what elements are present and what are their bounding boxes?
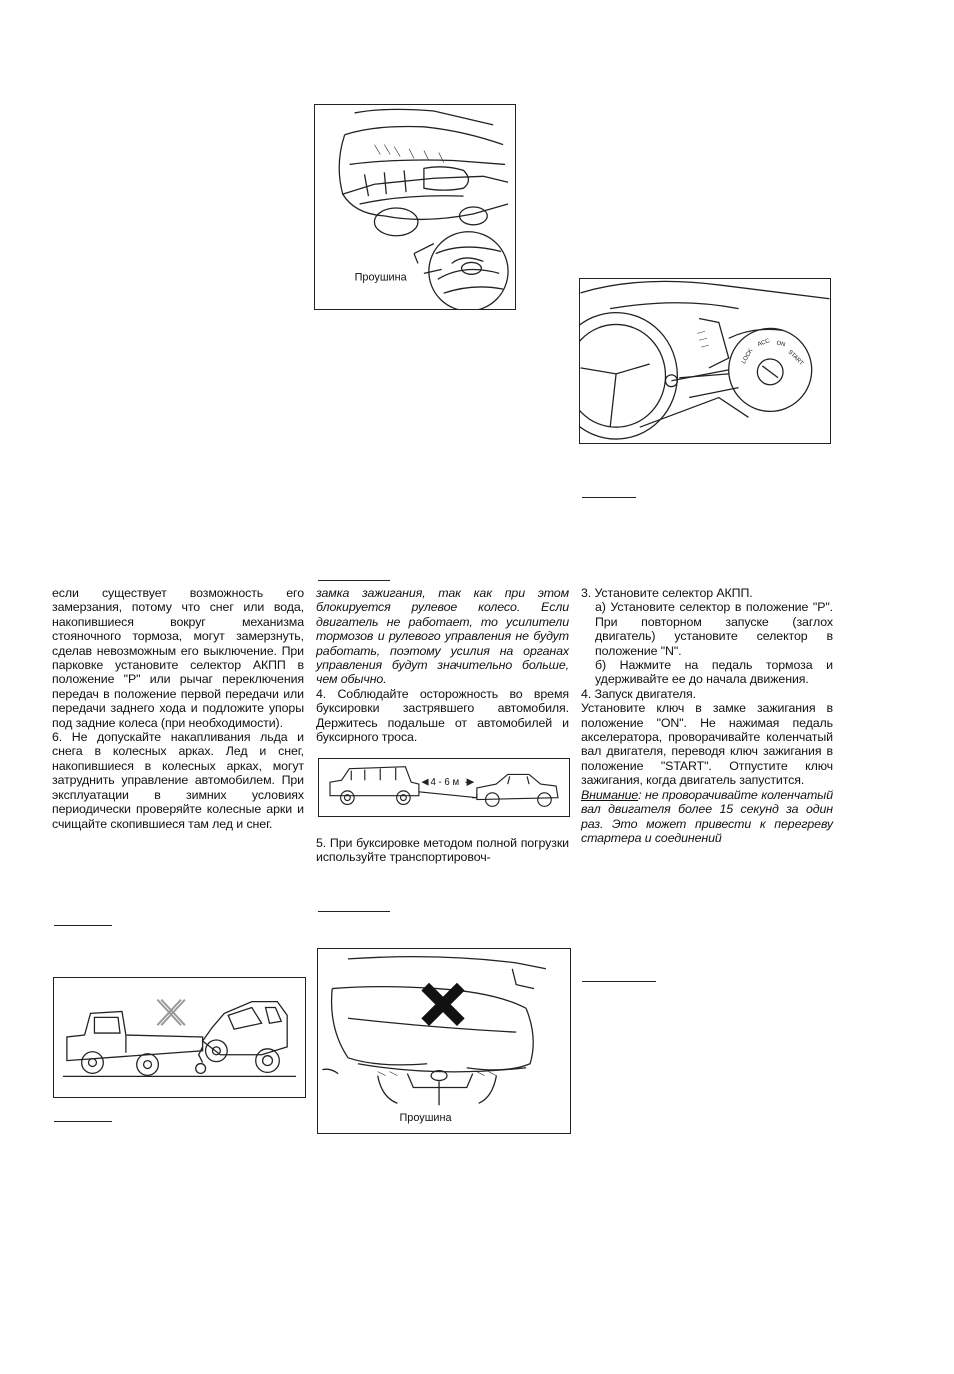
col3-warning xyxy=(581,788,833,846)
warning-text: : не проворачивайте коленчатый вал двигателя более 15 секунд за один раз. Это может привести к перегреву стартера и соединений xyxy=(581,787,833,845)
col3-paragraph-5: Установите ключ в замке зажигания в положение "ON". Не нажимая педаль акселератора, проворачивайте коленчатый вал двигателя, переводя ключ зажигания в положение "START". Отпустите ключ зажигания, когда двигатель запустится. xyxy=(581,701,833,788)
col2-paragraph-3: 5. При буксировке методом полной погрузки используйте транспортировоч- xyxy=(316,836,569,865)
col3-paragraph-3: б) Нажмите на педаль тормоза и удерживайте ее до начала движения. xyxy=(595,658,833,687)
figure-underbody-tow-eye xyxy=(314,104,516,310)
dashboard-illustration xyxy=(580,279,830,443)
key-label-on: ON xyxy=(775,340,786,349)
separator-line xyxy=(582,497,636,498)
separator-line xyxy=(582,981,656,982)
separator-line xyxy=(318,580,390,581)
text-column-2-bottom xyxy=(316,836,569,865)
separator-line xyxy=(54,1121,112,1122)
col2-paragraph-1: замка зажигания, так как при этом блокируется рулевое колесо. Если двигатель не работает, то усилители тормозов и рулевого управления не будут работать, поэтому усилия на органах управления будут значительно больше, чем обычно. xyxy=(316,586,569,687)
col3-paragraph-4: 4. Запуск двигателя. xyxy=(581,686,696,701)
key-label-start: START xyxy=(786,349,805,367)
col3-paragraph-2: а) Установите селектор в положение "P". При повторном запуске (заглох двигатель) установите селектор в положение "N". xyxy=(595,600,833,658)
underbody-label: Проушина xyxy=(354,271,407,284)
warning-label: Внимание xyxy=(581,787,639,802)
col1-paragraph-2: 6. Не допускайте накапливания льда и снега в колесных арках. Лед и снег, накопившиеся в колесных арках, могут затруднить управление автомобилем. При эксплуатации в зимних условиях периодически проверяйте колесные арки и счищайте скопившиеся там лед и снег. xyxy=(52,730,304,831)
separator-line xyxy=(318,911,390,912)
separator-line xyxy=(54,925,112,926)
col3-paragraph-1: 3. Установите селектор АКПП. xyxy=(581,586,753,600)
prohibited-cross-icon xyxy=(425,987,461,1023)
figure-towing-distance xyxy=(318,758,570,817)
key-label-acc: ACC xyxy=(756,338,771,349)
bumper-illustration xyxy=(318,949,570,1133)
col2-paragraph-2: 4. Соблюдайте осторожность во время буксировки застрявшего автомобиля. Держитесь подальше от автомобилей и буксирного троса. xyxy=(316,686,569,745)
figure-bumper-tow-eye xyxy=(317,948,571,1134)
key-label-lock: LOCK xyxy=(741,348,755,365)
text-column-2 xyxy=(316,586,569,744)
towing-illustration xyxy=(319,759,569,816)
tow-distance-label: 4 - 6 м xyxy=(430,777,460,789)
bumper-label: Проушина xyxy=(399,1112,452,1125)
figure-ignition-switch xyxy=(579,278,831,444)
col1-paragraph-1: если существует возможность его замерзания, потому что снег или вода, накопившиеся вокруг механизма стояночного тормоза, могут замерзнуть, сделав невозможным его выключение. При парковке установите селектор АКПП в положение "P" или рычаг переключения передач в положение первой передачи или передачи заднего хода и подложите упоры под задние колеса (при необходимости). xyxy=(52,586,304,730)
text-column-3 xyxy=(581,586,833,845)
wrong-towing-illustration xyxy=(54,978,305,1097)
figure-wrong-towing xyxy=(53,977,306,1098)
text-column-1 xyxy=(52,586,304,831)
underbody-illustration xyxy=(315,105,515,309)
